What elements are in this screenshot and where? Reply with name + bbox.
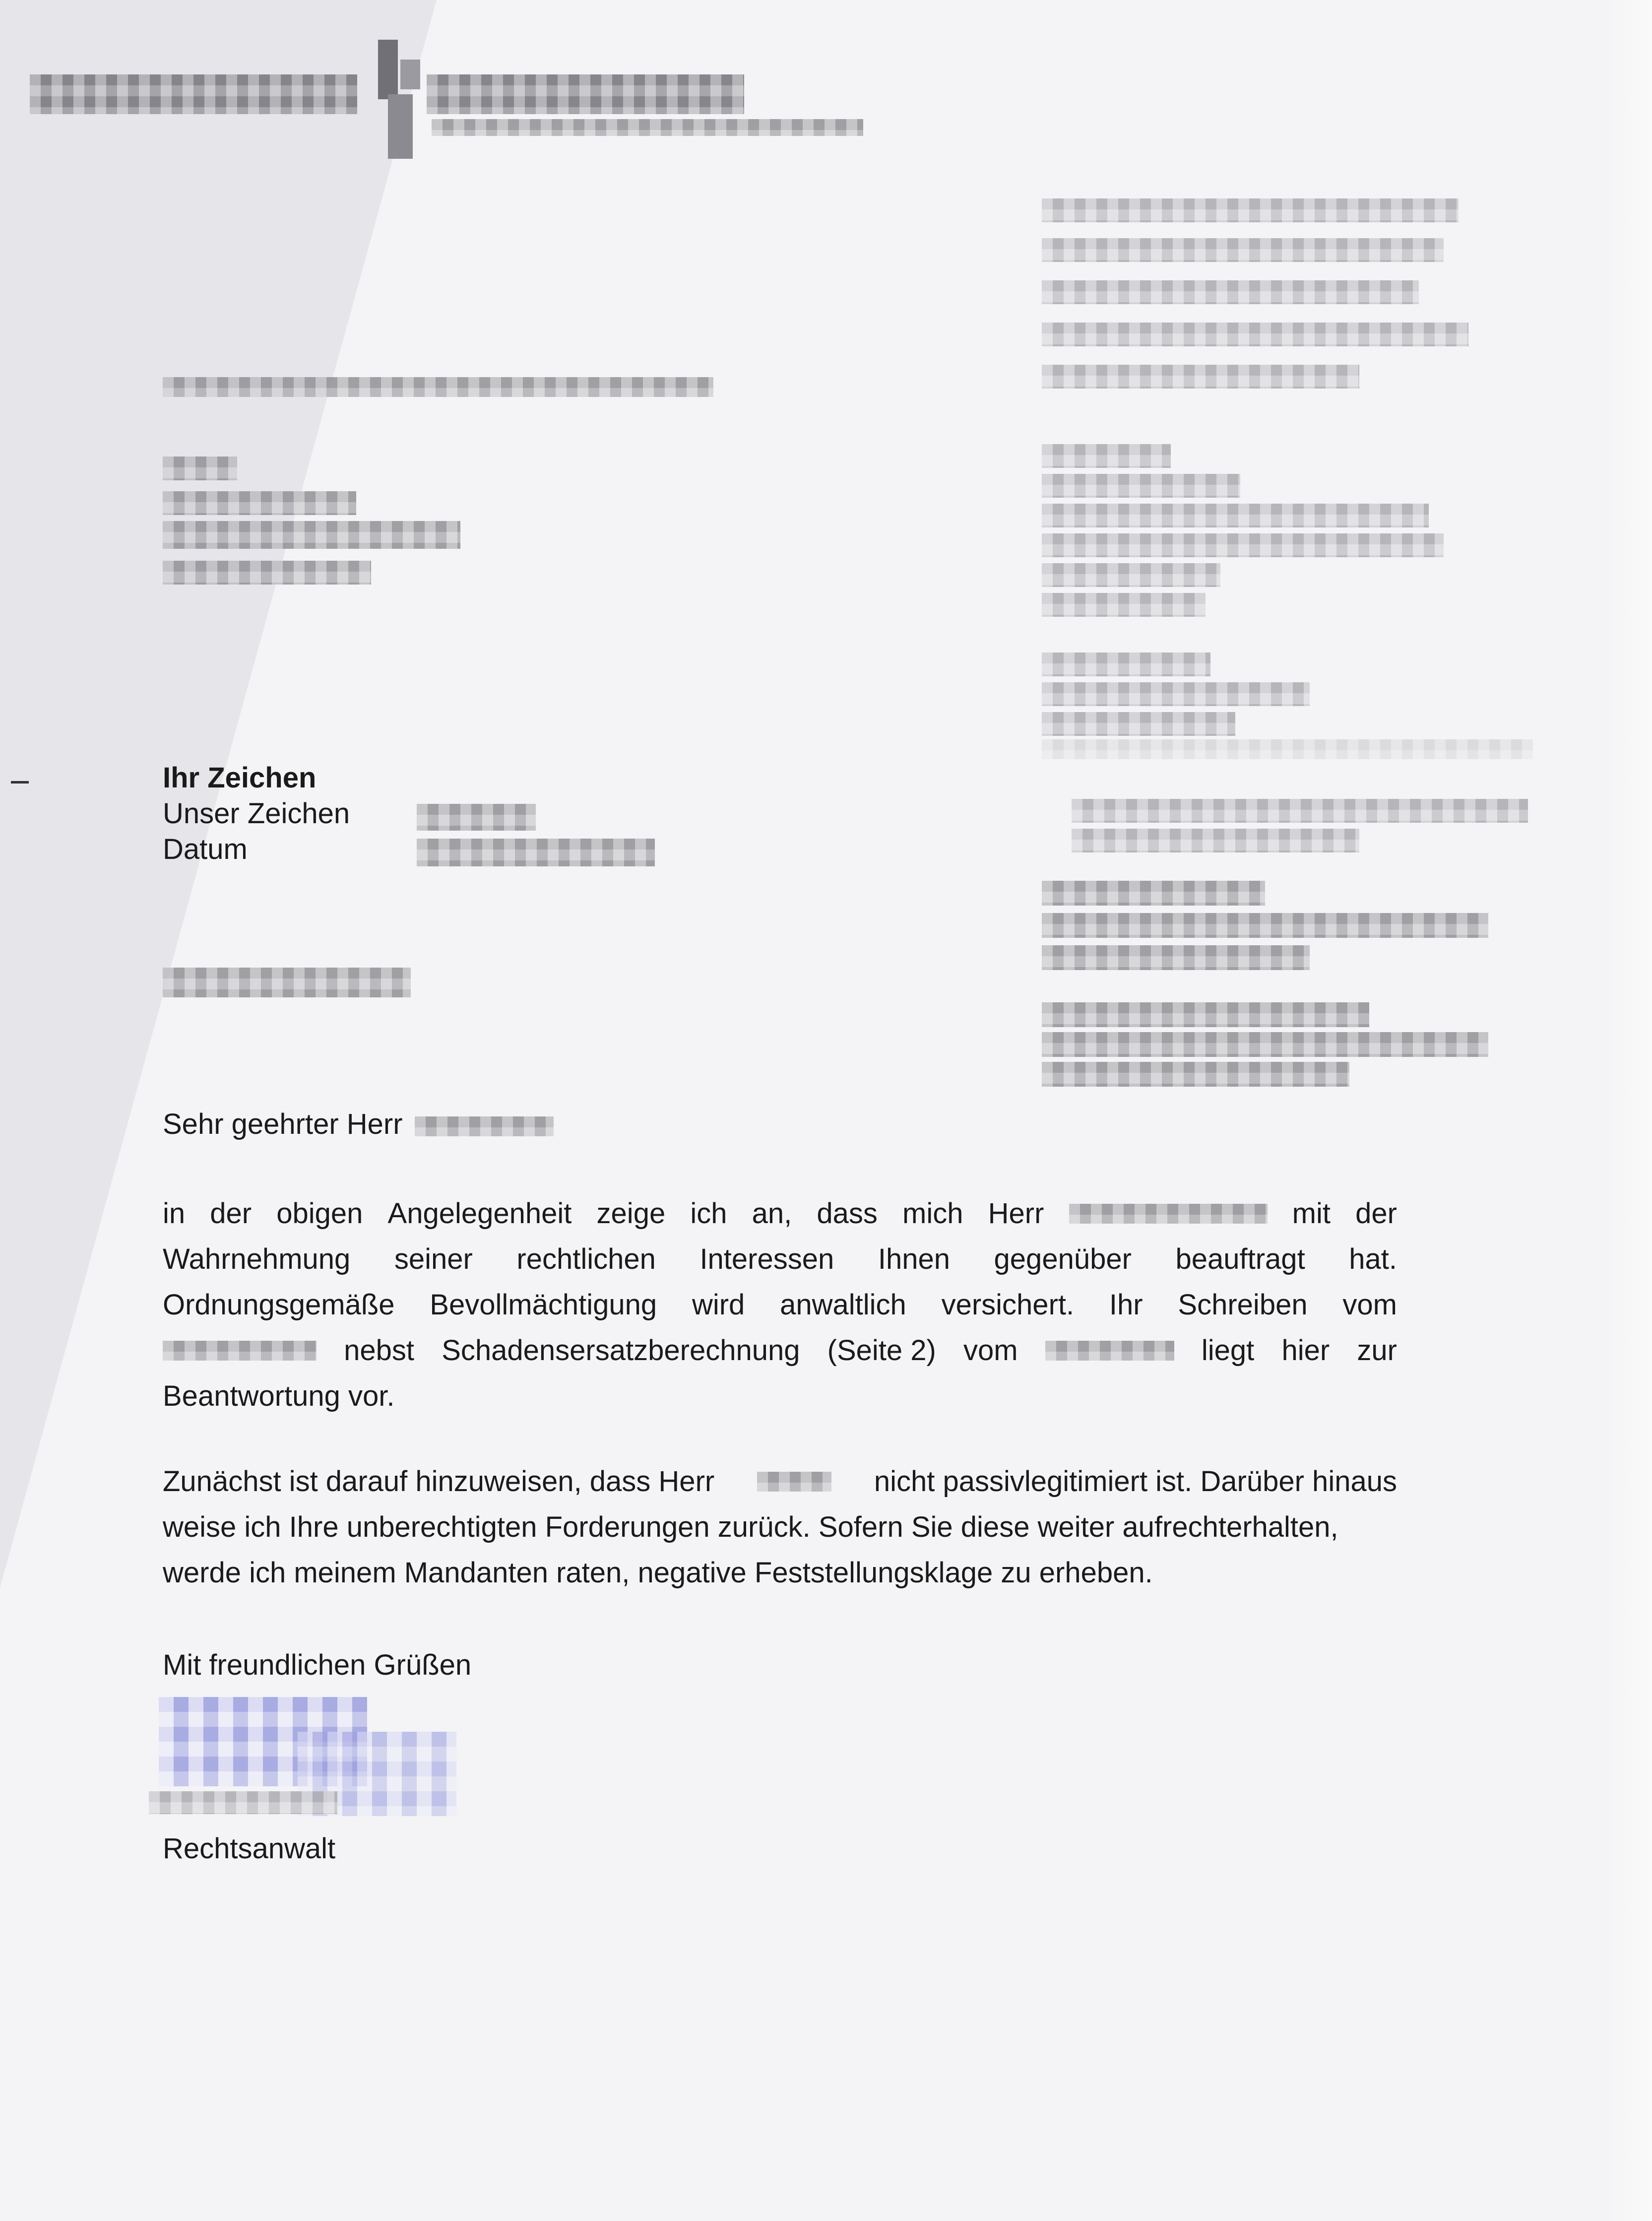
unser-zeichen-label: Unser Zeichen [163, 797, 350, 830]
client-name-redacted [1069, 1204, 1268, 1224]
closing-title: Rechtsanwalt [163, 1832, 336, 1865]
line-text: Beantwortung vor. [163, 1380, 395, 1412]
paragraph-line [163, 1459, 1397, 1504]
word: Ihr [1109, 1289, 1143, 1321]
word: vom [963, 1334, 1018, 1367]
word: mit [1292, 1197, 1331, 1230]
membership-line [1072, 799, 1528, 823]
word: Ordnungsgemäße [163, 1289, 395, 1321]
salutation [163, 1107, 558, 1142]
word: dass [817, 1197, 878, 1230]
contact-line [1042, 474, 1240, 498]
word: hier [1281, 1334, 1330, 1367]
recipient-line [163, 457, 237, 480]
account-line [1042, 913, 1488, 938]
paragraph-line [163, 1504, 1397, 1550]
sender-line [1042, 280, 1419, 304]
datum-value-redacted [417, 839, 655, 866]
word: vom [1342, 1289, 1397, 1321]
word: nebst [344, 1334, 415, 1367]
word: zur [1357, 1334, 1397, 1367]
word: seiner [394, 1243, 473, 1275]
firm-logo-icon [373, 40, 423, 159]
paragraph-line [163, 1373, 1397, 1419]
salutation-name-redacted [415, 1116, 554, 1136]
bank-line [1042, 682, 1310, 706]
body-paragraph-2 [163, 1459, 1397, 1596]
word: mich [902, 1197, 963, 1230]
word: der [210, 1197, 252, 1230]
word: rechtlichen [516, 1243, 656, 1275]
datum-label: Datum [163, 833, 248, 865]
word: der [1355, 1197, 1397, 1230]
contact-line [1042, 533, 1444, 557]
letterhead-name-redacted [30, 74, 357, 114]
page-edge [1602, 0, 1652, 2221]
word: ich [690, 1197, 727, 1230]
word: liegt [1201, 1334, 1255, 1367]
word: gegenüber [994, 1243, 1132, 1275]
word: Herr [988, 1197, 1044, 1230]
word: Ihnen [878, 1243, 950, 1275]
fold-mark [11, 781, 29, 784]
contact-line [1042, 504, 1429, 527]
contact-line [1042, 563, 1220, 587]
word: Schreiben [1178, 1289, 1308, 1321]
word: wird [692, 1289, 745, 1321]
word: Interessen [699, 1243, 834, 1275]
contact-line [1042, 444, 1171, 468]
word: beauftragt [1175, 1243, 1305, 1275]
word: hat. [1349, 1243, 1397, 1275]
contact-line [1042, 593, 1206, 617]
recipient-line [163, 521, 460, 549]
membership-line [1072, 829, 1359, 852]
word: Schadensersatzberechnung [442, 1334, 800, 1367]
paragraph-line [163, 1282, 1397, 1328]
sender-line [1042, 198, 1459, 222]
client-surname-redacted [757, 1472, 831, 1492]
letterhead-subtitle-redacted [432, 119, 863, 136]
line-text: Zunächst ist darauf hinzuweisen, dass Herr [163, 1465, 715, 1498]
sender-line [1042, 365, 1359, 389]
paragraph-line [163, 1237, 1397, 1282]
word: an, [752, 1197, 792, 1230]
paragraph-line [163, 1328, 1397, 1373]
body-paragraph-1 [163, 1191, 1397, 1419]
word: obigen [276, 1197, 363, 1230]
word: Wahrnehmung [163, 1243, 351, 1275]
recipient-line [163, 561, 371, 585]
paragraph-line [163, 1550, 1397, 1596]
word: Angelegenheit [387, 1197, 572, 1230]
account-line [1042, 945, 1310, 970]
sender-line [1042, 323, 1468, 346]
account-line [1042, 1002, 1369, 1027]
ihr-zeichen-label: Ihr Zeichen [163, 762, 317, 794]
word: in [163, 1197, 186, 1230]
return-address-line [163, 377, 713, 397]
subject-redacted [163, 968, 411, 997]
calculation-date-redacted [1045, 1341, 1174, 1361]
account-line [1042, 881, 1265, 906]
sender-line [1042, 238, 1444, 262]
paragraph-line [163, 1191, 1397, 1237]
word: versichert. [941, 1289, 1075, 1321]
reference-block [163, 760, 350, 867]
bank-line [1042, 739, 1533, 759]
word: zeige [596, 1197, 666, 1230]
line-text: nicht passivlegitimiert ist. Darüber hinaus [874, 1465, 1397, 1498]
bank-line [1042, 653, 1210, 676]
word: anwaltlich [780, 1289, 906, 1321]
line-text: werde ich meinem Mandanten raten, negative Feststellungsklage zu erheben. [163, 1557, 1153, 1589]
line-text: weise ich Ihre unberechtigten Forderungen zurück. Sofern Sie diese weiter aufrechterhalten, [163, 1511, 1338, 1543]
unser-zeichen-value-redacted [417, 804, 536, 831]
account-line [1042, 1062, 1349, 1087]
recipient-line [163, 491, 356, 515]
account-line [1042, 1032, 1488, 1057]
signature-name-redacted [149, 1791, 337, 1814]
closing-greeting: Mit freundlichen Grüßen [163, 1649, 472, 1681]
letterhead-partner-redacted [427, 74, 744, 114]
word: Bevollmächtigung [430, 1289, 657, 1321]
bank-line [1042, 712, 1235, 736]
word: (Seite 2) [827, 1334, 936, 1367]
salutation-text: Sehr geehrter Herr [163, 1108, 403, 1140]
letter-date-redacted [163, 1341, 317, 1361]
